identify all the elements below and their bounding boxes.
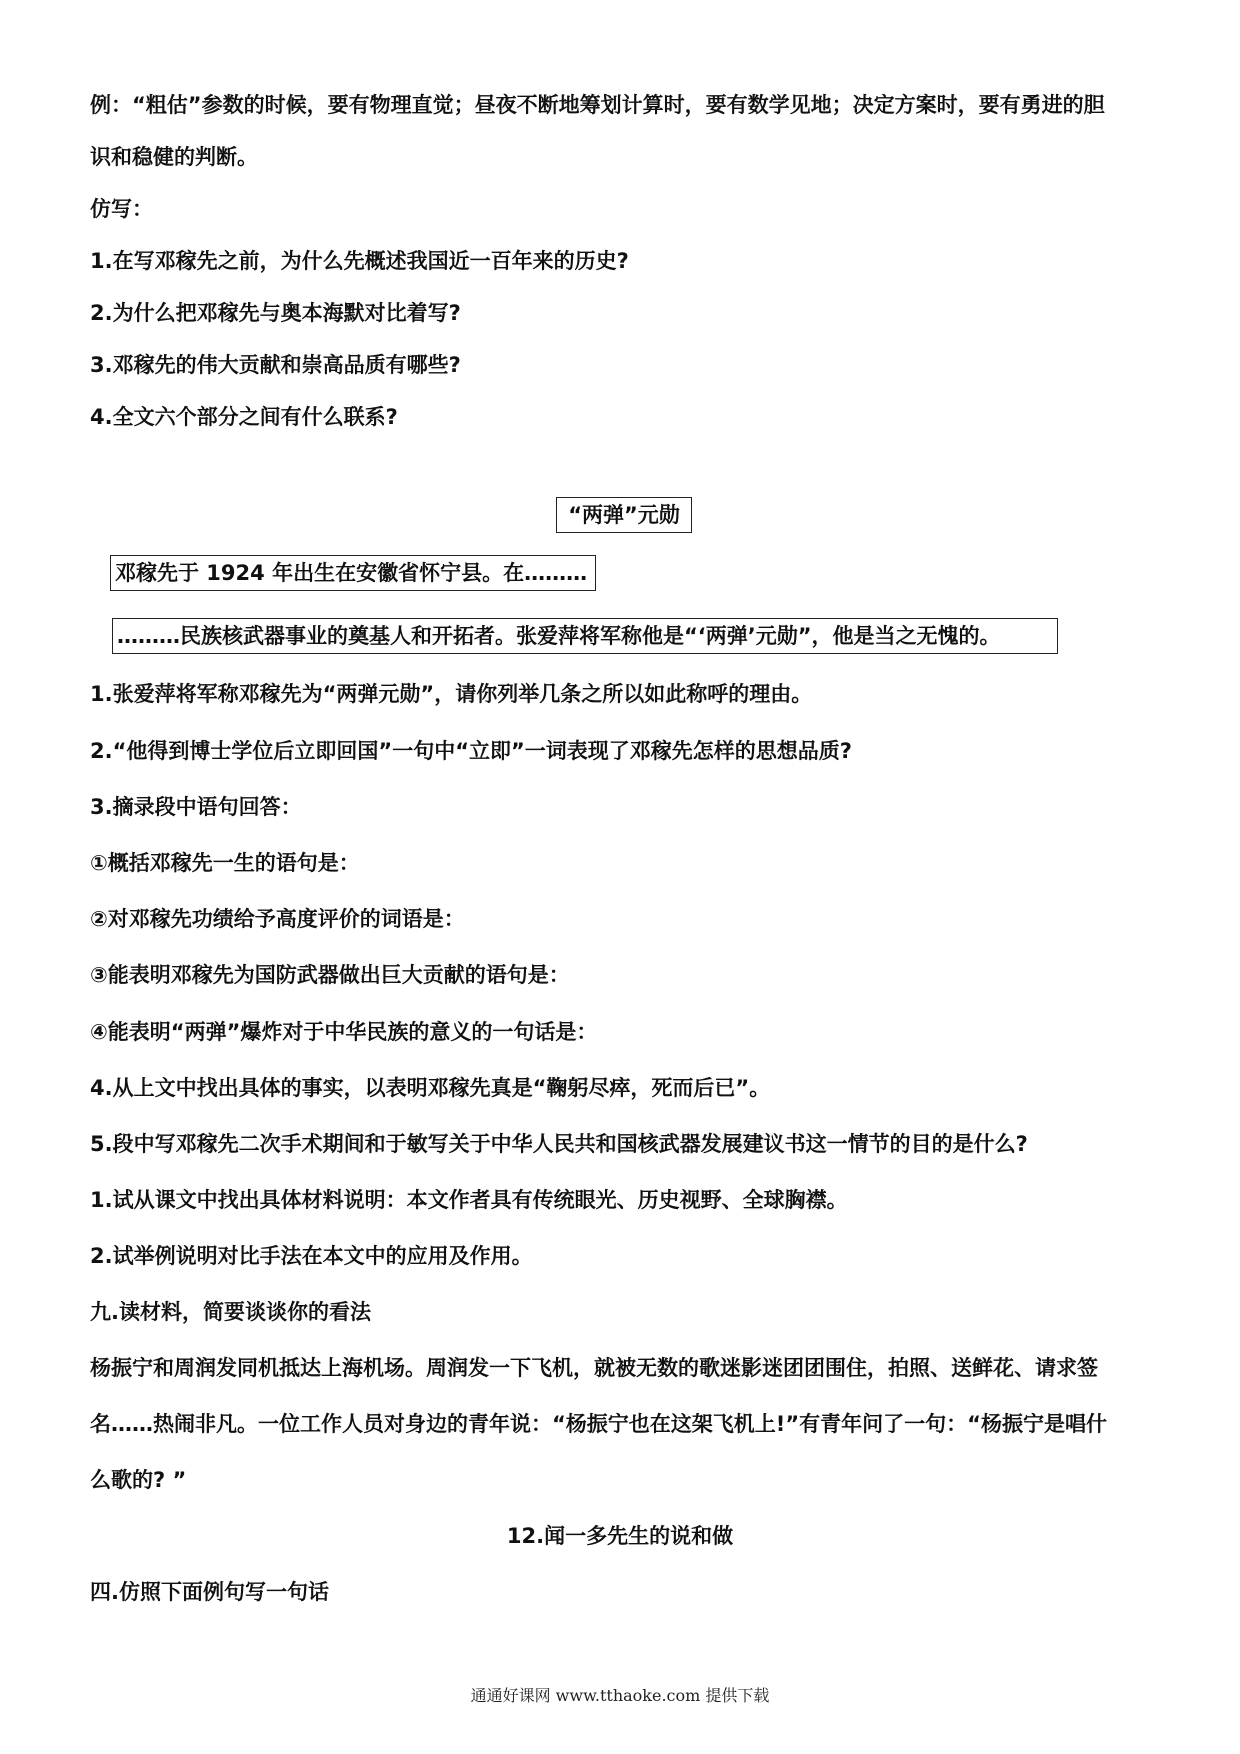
question-2: 2.为什么把邓稼先与奥本海默对比着写? [90,301,461,325]
reading-subquestion-4: ④能表明“两弹”爆炸对于中华民族的意义的一句话是： [90,1020,598,1044]
reading-subquestion-2: ②对邓稼先功绩给予高度评价的词语是： [90,907,465,931]
reading-question-3: 3.摘录段中语句回答： [90,795,302,819]
section-four-heading: 四.仿照下面例句写一句话 [90,1580,329,1604]
imitation-heading: 仿写： [90,197,153,221]
reading-subquestion-3: ③能表明邓稼先为国防武器做出巨大贡献的语句是： [90,963,570,987]
reading-question-5: 5.段中写邓稼先二次手术期间和于敏写关于中华人民共和国核武器发展建议书这一情节的目的是什么? [90,1132,1028,1156]
section-nine-heading: 九.读材料，简要谈谈你的看法 [90,1300,371,1324]
boxed-excerpt-end: ………民族核武器事业的奠基人和开拓者。张爱萍将军称他是“‘两弹’元勋”，他是当之无愧的。 [112,618,1058,654]
question-4: 4.全文六个部分之间有什么联系? [90,405,398,429]
material-line-3: 么歌的? ” [90,1468,187,1492]
footer-text: 通通好课网 www.tthaoke.com 提供下载 [470,1686,770,1705]
example-line-2: 识和稳健的判断。 [90,145,258,169]
question-1: 1.在写邓稼先之前，为什么先概述我国近一百年来的历史? [90,249,629,273]
reading-question-1: 1.张爱萍将军称邓稼先为“两弹元勋”，请你列举几条之所以如此称呼的理由。 [90,682,813,706]
lesson-title: 12.闻一多先生的说和做 [506,1524,734,1548]
reading-question-4: 4.从上文中找出具体的事实，以表明邓稼先真是“鞠躬尽瘁，死而后已”。 [90,1076,771,1100]
reading-question-2: 2.“他得到博士学位后立即回国”一句中“立即”一词表现了邓稼先怎样的思想品质? [90,739,852,763]
question-3: 3.邓稼先的伟大贡献和崇高品质有哪些? [90,353,461,377]
material-line-2: 名……热闹非凡。一位工作人员对身边的青年说：“杨振宁也在这架飞机上!”有青年问了一句：“杨振宁是唱什 [90,1412,1107,1436]
reading-subquestion-1: ①概括邓稼先一生的语句是： [90,851,360,875]
text-question-1: 1.试从课文中找出具体材料说明：本文作者具有传统眼光、历史视野、全球胸襟。 [90,1188,848,1212]
example-line-1: 例：“粗估”参数的时候，要有物理直觉；昼夜不断地筹划计算时，要有数学见地；决定方案时，要有勇进的胆 [90,93,1105,117]
boxed-excerpt-start: 邓稼先于 1924 年出生在安徽省怀宁县。在……… [110,555,596,591]
boxed-title: “两弹”元勋 [556,497,692,533]
text-question-2: 2.试举例说明对比手法在本文中的应用及作用。 [90,1244,533,1268]
material-line-1: 杨振宁和周润发同机抵达上海机场。周润发一下飞机，就被无数的歌迷影迷团团围住，拍照、送鲜花、请求签 [90,1356,1098,1380]
